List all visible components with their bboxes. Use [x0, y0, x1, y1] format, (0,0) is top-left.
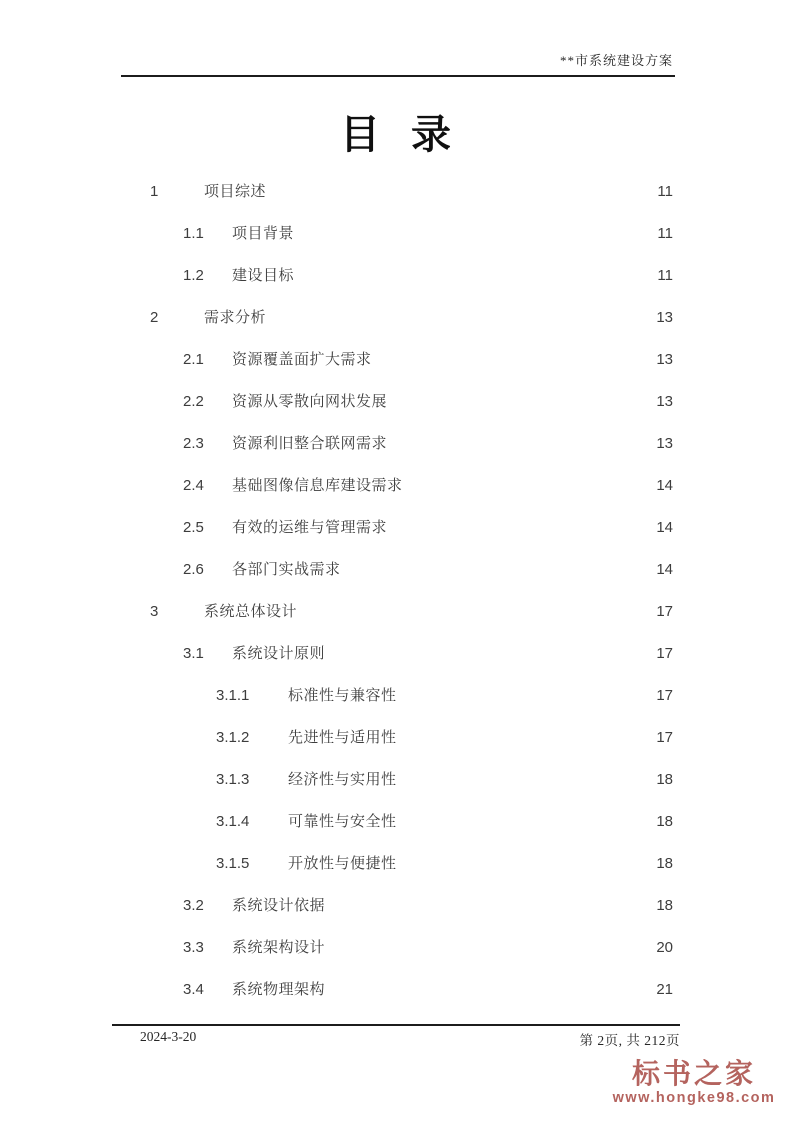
toc-entry-label: 需求分析	[204, 310, 267, 326]
toc-entry[interactable]	[120, 980, 673, 1022]
toc-entry-number: 2.1	[183, 351, 204, 368]
toc-entry-number: 3.1.5	[216, 855, 250, 872]
toc-entry-page: 18	[656, 897, 673, 914]
dot-leader	[328, 980, 650, 1000]
dot-leader	[297, 224, 650, 244]
toc-entry[interactable]	[120, 938, 673, 980]
dot-leader	[300, 602, 650, 622]
toc-entry[interactable]	[120, 686, 673, 728]
toc-entry-page: 13	[656, 435, 673, 452]
page-footer	[112, 1024, 680, 1049]
toc-entry-page: 17	[656, 729, 673, 746]
toc-entry[interactable]	[120, 728, 673, 770]
toc-entry-label: 资源从零散向网状发展	[232, 394, 388, 410]
toc-entry-page: 20	[656, 939, 673, 956]
toc-entry-label: 经济性与实用性	[288, 772, 397, 788]
dot-leader	[390, 518, 650, 538]
dot-leader	[328, 644, 650, 664]
toc-entry[interactable]	[120, 392, 673, 434]
toc-entry[interactable]	[120, 350, 673, 392]
toc-entry-number: 2.4	[183, 477, 204, 494]
dot-leader	[328, 938, 650, 958]
toc-entry-label: 标准性与兼容性	[288, 688, 397, 704]
toc-entry[interactable]	[120, 476, 673, 518]
toc-entry-label: 先进性与适用性	[288, 730, 397, 746]
toc-entry-number: 3.1	[183, 645, 204, 662]
page-header	[121, 0, 675, 77]
toc-entry-label: 各部门实战需求	[232, 562, 341, 578]
header-doc-title: **市系统建设方案	[559, 53, 673, 68]
toc-entry[interactable]	[120, 770, 673, 812]
toc-entry-number: 3.1.4	[216, 813, 250, 830]
toc-entry-page: 14	[656, 561, 673, 578]
toc-entry-number: 1.1	[183, 225, 204, 242]
footer-date: 2024-3-20	[140, 1029, 197, 1044]
toc-entry-number: 3.2	[183, 897, 204, 914]
toc-entry[interactable]	[120, 854, 673, 896]
dot-leader	[269, 308, 650, 328]
toc-entry[interactable]	[120, 266, 673, 308]
watermark	[600, 1060, 788, 1106]
toc-entry-number: 2.2	[183, 393, 204, 410]
toc-entry-label: 资源利旧整合联网需求	[232, 436, 388, 452]
toc-entry-page: 18	[656, 855, 673, 872]
toc-entry-label: 可靠性与安全性	[288, 814, 397, 830]
toc-entry-label: 开放性与便捷性	[288, 856, 397, 872]
toc-entry[interactable]	[120, 812, 673, 854]
page-title: 目 录	[339, 113, 454, 157]
toc-entry-label: 建设目标	[232, 268, 295, 284]
watermark-url: www.hongke98.com	[612, 1090, 776, 1106]
toc-entry-number: 2.3	[183, 435, 204, 452]
dot-leader	[390, 434, 650, 454]
toc-entry-page: 13	[656, 393, 673, 410]
toc-entry[interactable]	[120, 434, 673, 476]
toc-list	[120, 182, 673, 1022]
footer-page-info: 第 2页, 共 212页	[579, 1033, 680, 1048]
toc-entry[interactable]	[120, 896, 673, 938]
toc-entry-label: 系统总体设计	[204, 604, 298, 620]
dot-leader	[375, 350, 650, 370]
dot-leader	[400, 854, 650, 874]
toc-entry-number: 3.1.1	[216, 687, 250, 704]
dot-leader	[328, 896, 650, 916]
toc-entry[interactable]	[120, 308, 673, 350]
toc-entry-label: 系统物理架构	[232, 982, 326, 998]
toc-entry-label: 系统设计原则	[232, 646, 326, 662]
toc-entry-page: 21	[656, 981, 673, 998]
toc-entry[interactable]	[120, 560, 673, 602]
toc-entry-page: 17	[656, 687, 673, 704]
toc-entry-number: 2	[150, 309, 159, 326]
toc-entry-number: 2.6	[183, 561, 204, 578]
toc-entry-page: 11	[657, 225, 673, 242]
toc-entry[interactable]	[120, 518, 673, 560]
dot-leader	[390, 392, 650, 412]
dot-leader	[344, 560, 650, 580]
toc-entry[interactable]	[120, 602, 673, 644]
toc-entry[interactable]	[120, 644, 673, 686]
dot-leader	[269, 182, 650, 202]
toc-entry-label: 项目综述	[204, 184, 267, 200]
dot-leader	[297, 266, 650, 286]
toc-entry-label: 系统设计依据	[232, 898, 326, 914]
toc-entry-label: 系统架构设计	[232, 940, 326, 956]
toc-entry-label: 基础图像信息库建设需求	[232, 478, 403, 494]
toc-entry-page: 13	[656, 309, 673, 326]
toc-entry-page: 11	[657, 267, 673, 284]
toc-entry[interactable]	[120, 224, 673, 266]
toc-entry-number: 1	[150, 183, 159, 200]
toc-entry-number: 3.3	[183, 939, 204, 956]
dot-leader	[406, 476, 650, 496]
toc-entry[interactable]	[120, 182, 673, 224]
toc-entry-page: 18	[656, 813, 673, 830]
dot-leader	[400, 728, 650, 748]
dot-leader	[400, 812, 650, 832]
toc-entry-number: 1.2	[183, 267, 204, 284]
toc-entry-page: 14	[656, 519, 673, 536]
watermark-logo: 标书之家	[631, 1058, 756, 1089]
toc-entry-page: 13	[656, 351, 673, 368]
toc-entry-label: 项目背景	[232, 226, 295, 242]
toc-entry-page: 18	[656, 771, 673, 788]
toc-entry-number: 3.1.2	[216, 729, 250, 746]
toc-entry-page: 17	[656, 645, 673, 662]
toc-entry-label: 有效的运维与管理需求	[232, 520, 388, 536]
toc-entry-number: 3.4	[183, 981, 204, 998]
toc-entry-label: 资源覆盖面扩大需求	[232, 352, 372, 368]
toc-entry-number: 2.5	[183, 519, 204, 536]
dot-leader	[400, 686, 650, 706]
toc-entry-number: 3	[150, 603, 159, 620]
toc-entry-page: 11	[657, 183, 673, 200]
toc-entry-page: 14	[656, 477, 673, 494]
toc-entry-number: 3.1.3	[216, 771, 250, 788]
dot-leader	[400, 770, 650, 790]
toc-entry-page: 17	[656, 603, 673, 620]
